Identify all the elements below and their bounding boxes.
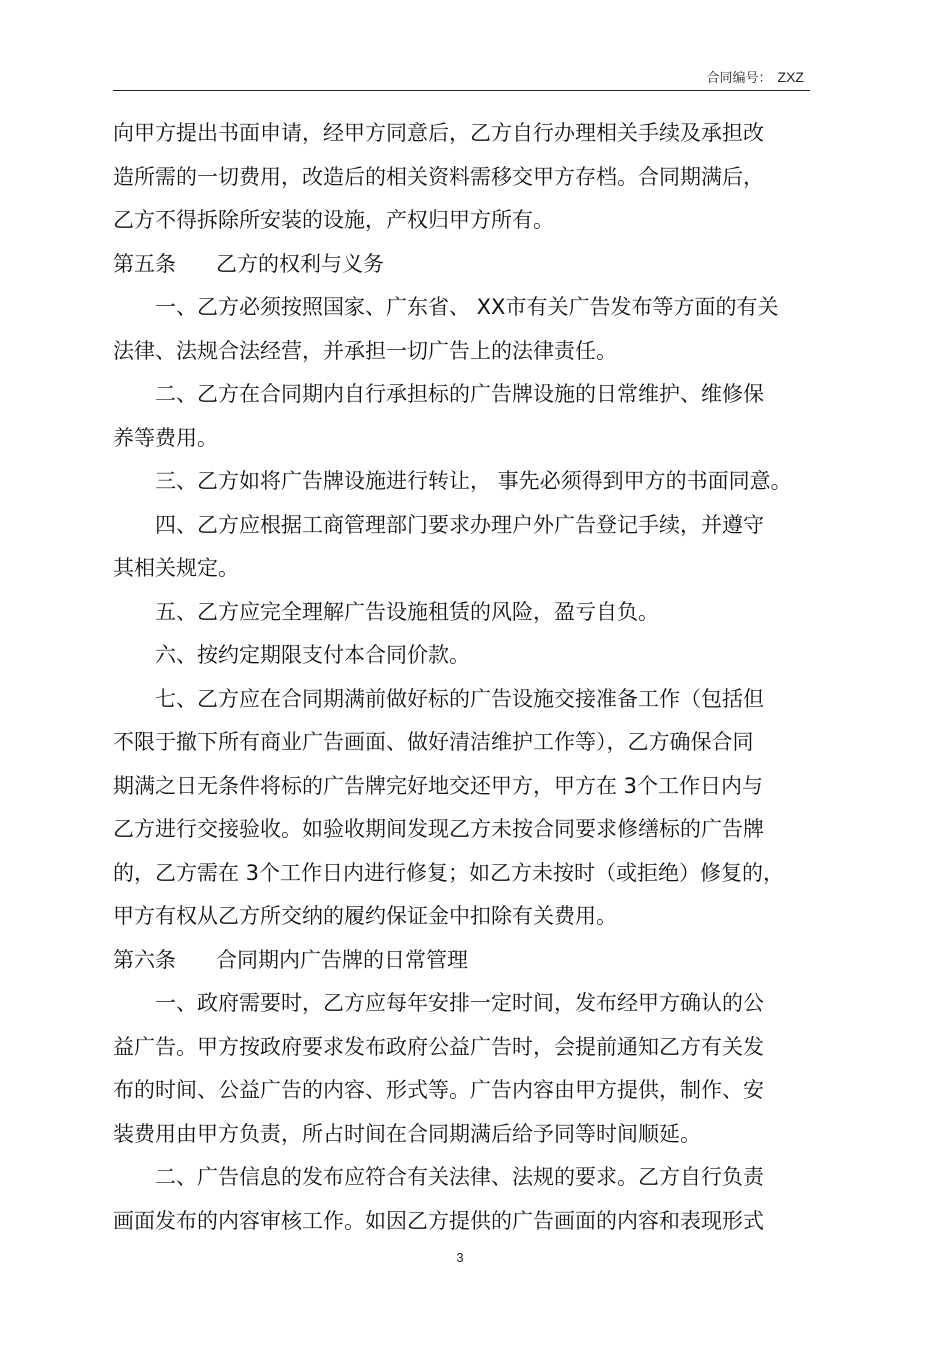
paragraph-line: 装费用由甲方负责，所占时间在合同期满后给予同等时间顺延。 bbox=[113, 1121, 701, 1146]
paragraph-line: 五、乙方应完全理解广告设施租赁的风险，盈亏自负。 bbox=[155, 599, 659, 624]
article-heading-five bbox=[113, 243, 813, 287]
paragraph-line: 其相关规定。 bbox=[113, 556, 239, 580]
page-header bbox=[113, 64, 810, 91]
paragraph-line: 法律、法规合法经营，并承担一切广告上的法律责任。 bbox=[113, 338, 617, 363]
paragraph-line: 益广告。甲方按政府要求发布政府公益广告时，会提前通知乙方有关发 bbox=[113, 1034, 764, 1059]
paragraph-line: 期满之日无条件将标的广告牌完好地交还甲方，甲方在 3个工作日内与 bbox=[113, 773, 764, 798]
contract-number-label: 合同编号： bbox=[706, 70, 772, 85]
paragraph-line: 画面发布的内容审核工作。如因乙方提供的广告画面的内容和表现形式 bbox=[113, 1208, 764, 1233]
article-title: 乙方的权利与义务 bbox=[216, 251, 384, 276]
contract-number-value: ZXZ bbox=[777, 69, 804, 85]
paragraph-line: 乙方进行交接验收。如验收期间发现乙方未按合同要求修缮标的广告牌 bbox=[113, 817, 764, 841]
page-number: 3 bbox=[456, 1250, 464, 1265]
paragraph-line: 造所需的一切费用，改造后的相关资料需移交甲方存档。合同期满后， bbox=[113, 164, 764, 189]
paragraph-line: 甲方有权从乙方所交纳的履约保证金中扣除有关费用。 bbox=[113, 904, 617, 928]
paragraph-line: 养等费用。 bbox=[113, 425, 218, 450]
article-number: 第六条 bbox=[113, 947, 176, 972]
paragraph-line: 一、政府需要时，乙方应每年安排一定时间，发布经甲方确认的公 bbox=[155, 991, 764, 1015]
article-title: 合同期内广告牌的日常管理 bbox=[216, 947, 468, 972]
paragraph-line: 一、乙方必须按照国家、广东省、 XX市有关广告发布等方面的有关 bbox=[155, 295, 779, 319]
paragraph-line: 的，乙方需在 3个工作日内进行修复；如乙方未按时（或拒绝）修复的， bbox=[113, 860, 785, 885]
paragraph-line: 六、按约定期限支付本合同价款。 bbox=[155, 643, 470, 667]
paragraph-line: 七、乙方应在合同期满前做好标的广告设施交接准备工作（包括但 bbox=[155, 686, 764, 711]
article-heading-six bbox=[113, 939, 813, 983]
paragraph-line: 向甲方提出书面申请，经甲方同意后，乙方自行办理相关手续及承担改 bbox=[113, 121, 764, 145]
contract-number bbox=[707, 67, 804, 86]
paragraph-line: 二、广告信息的发布应符合有关法律、法规的要求。乙方自行负责 bbox=[155, 1165, 764, 1189]
paragraph-line: 不限于撤下所有商业广告画面、做好清洁维护工作等），乙方确保合同 bbox=[113, 730, 754, 754]
paragraph-line: 四、乙方应根据工商管理部门要求办理户外广告登记手续，并遵守 bbox=[155, 512, 764, 537]
article-number: 第五条 bbox=[113, 251, 176, 276]
paragraph-line: 布的时间、公益广告的内容、形式等。广告内容由甲方提供，制作、安 bbox=[113, 1078, 764, 1102]
paragraph-line: 二、乙方在合同期内自行承担标的广告牌设施的日常维护、维修保 bbox=[155, 382, 764, 406]
document-body bbox=[113, 112, 813, 1243]
paragraph-line: 三、乙方如将广告牌设施进行转让， 事先必须得到甲方的书面同意。 bbox=[155, 469, 792, 493]
paragraph-line: 乙方不得拆除所安装的设施，产权归甲方所有。 bbox=[113, 208, 554, 232]
